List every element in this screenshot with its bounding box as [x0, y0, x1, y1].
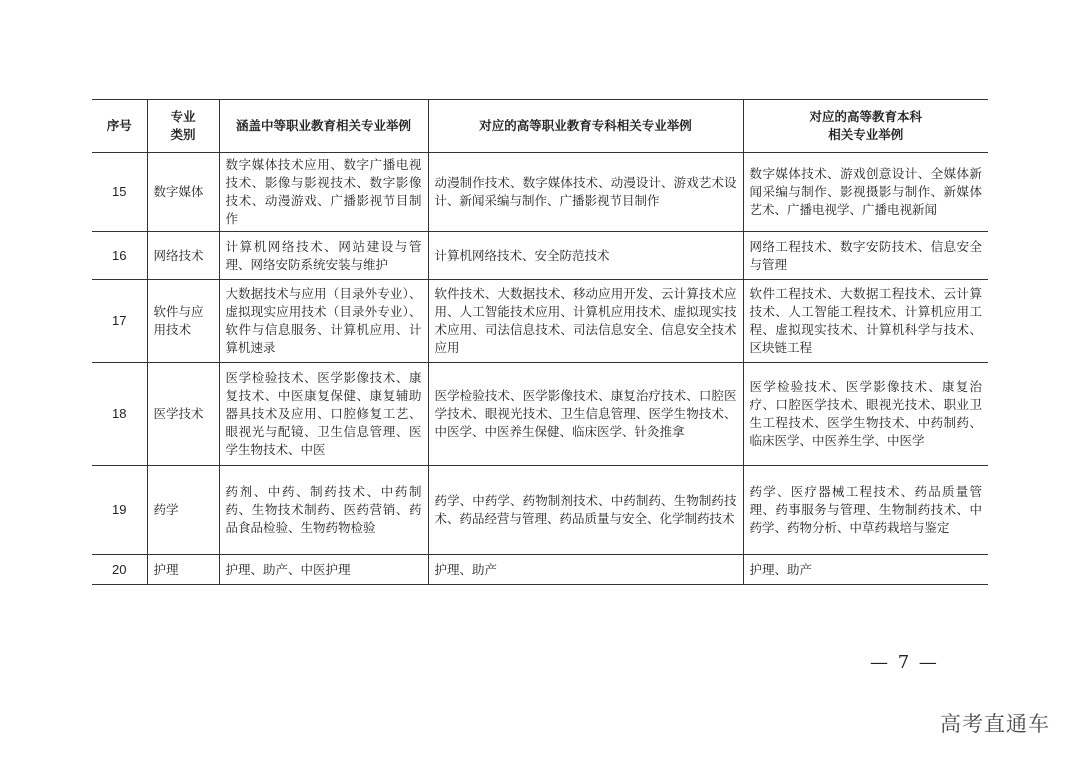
row-serial-no: 20: [92, 555, 147, 585]
table-row: [92, 363, 988, 466]
row-category: 数字媒体: [147, 153, 219, 232]
header-category-line2: 类别: [170, 127, 196, 142]
row-secondary-majors: 大数据技术与应用（目录外专业）、虚拟现实应用技术（目录外专业）、软件与信息服务、计算机应用、计算机速录: [219, 280, 428, 363]
row-undergraduate-majors: 护理、助产: [743, 555, 988, 585]
row-higher-vocational-majors: 软件技术、大数据技术、移动应用开发、云计算技术应用、人工智能技术应用、计算机应用技术、虚拟现实技术应用、司法信息技术、司法信息安全、信息安全技术应用: [428, 280, 743, 363]
table-header-row: [92, 100, 988, 153]
row-higher-vocational-majors: 药学、中药学、药物制剂技术、中药制药、生物制药技术、药品经营与管理、药品质量与安全、化学制药技术: [428, 466, 743, 555]
table-row: [92, 555, 988, 585]
row-serial-no: 16: [92, 232, 147, 280]
header-undergraduate-line1: 对应的高等教育本科: [809, 109, 922, 124]
row-higher-vocational-majors: 计算机网络技术、安全防范技术: [428, 232, 743, 280]
header-serial-no: 序号: [92, 100, 147, 153]
row-undergraduate-majors: 网络工程技术、数字安防技术、信息安全与管理: [743, 232, 988, 280]
header-undergraduate-line2: 相关专业举例: [828, 127, 904, 142]
page-number: — 7 —: [870, 652, 939, 673]
row-secondary-majors: 药剂、中药、制药技术、中药制药、生物技术制药、医药营销、药品食品检验、生物药物检验: [219, 466, 428, 555]
row-serial-no: 18: [92, 363, 147, 466]
row-secondary-majors: 护理、助产、中医护理: [219, 555, 428, 585]
header-undergraduate: [743, 100, 988, 153]
row-undergraduate-majors: 软件工程技术、大数据工程技术、云计算技术、人工智能工程技术、计算机应用工程、虚拟现实技术、计算机科学与技术、区块链工程: [743, 280, 988, 363]
header-category-line1: 专业: [170, 109, 196, 124]
row-higher-vocational-majors: 动漫制作技术、数字媒体技术、动漫设计、游戏艺术设计、新闻采编与制作、广播影视节目制作: [428, 153, 743, 232]
row-category: 网络技术: [147, 232, 219, 280]
row-undergraduate-majors: 医学检验技术、医学影像技术、康复治疗、口腔医学技术、眼视光技术、职业卫生工程技术、医学生物技术、中药制药、临床医学、中医养生学、中医学: [743, 363, 988, 466]
row-undergraduate-majors: 数字媒体技术、游戏创意设计、全媒体新闻采编与制作、影视摄影与制作、新媒体艺术、广播电视学、广播电视新闻: [743, 153, 988, 232]
row-category: 医学技术: [147, 363, 219, 466]
row-secondary-majors: 计算机网络技术、网站建设与管理、网络安防系统安装与维护: [219, 232, 428, 280]
row-serial-no: 19: [92, 466, 147, 555]
row-category: 药学: [147, 466, 219, 555]
row-category: 护理: [147, 555, 219, 585]
header-secondary-vocational: 涵盖中等职业教育相关专业举例: [219, 100, 428, 153]
header-higher-vocational: 对应的高等职业教育专科相关专业举例: [428, 100, 743, 153]
row-serial-no: 17: [92, 280, 147, 363]
row-higher-vocational-majors: 护理、助产: [428, 555, 743, 585]
row-undergraduate-majors: 药学、医疗器械工程技术、药品质量管理、药事服务与管理、生物制药技术、中药学、药物分析、中草药栽培与鉴定: [743, 466, 988, 555]
major-correspondence-table: [92, 99, 988, 585]
row-higher-vocational-majors: 医学检验技术、医学影像技术、康复治疗技术、口腔医学技术、眼视光技术、卫生信息管理、医学生物技术、中医学、中医养生保健、临床医学、针灸推拿: [428, 363, 743, 466]
row-secondary-majors: 医学检验技术、医学影像技术、康复技术、中医康复保健、康复辅助器具技术及应用、口腔修复工艺、眼视光与配镜、卫生信息管理、医学生物技术、中医: [219, 363, 428, 466]
header-category: [147, 100, 219, 153]
row-category: 软件与应用技术: [147, 280, 219, 363]
row-serial-no: 15: [92, 153, 147, 232]
table-row: [92, 466, 988, 555]
watermark-text: 高考直通车: [940, 712, 1050, 736]
table-row: [92, 280, 988, 363]
row-secondary-majors: 数字媒体技术应用、数字广播电视技术、影像与影视技术、数字影像技术、动漫游戏、广播影视节目制作: [219, 153, 428, 232]
table-row: [92, 153, 988, 232]
table-row: [92, 232, 988, 280]
